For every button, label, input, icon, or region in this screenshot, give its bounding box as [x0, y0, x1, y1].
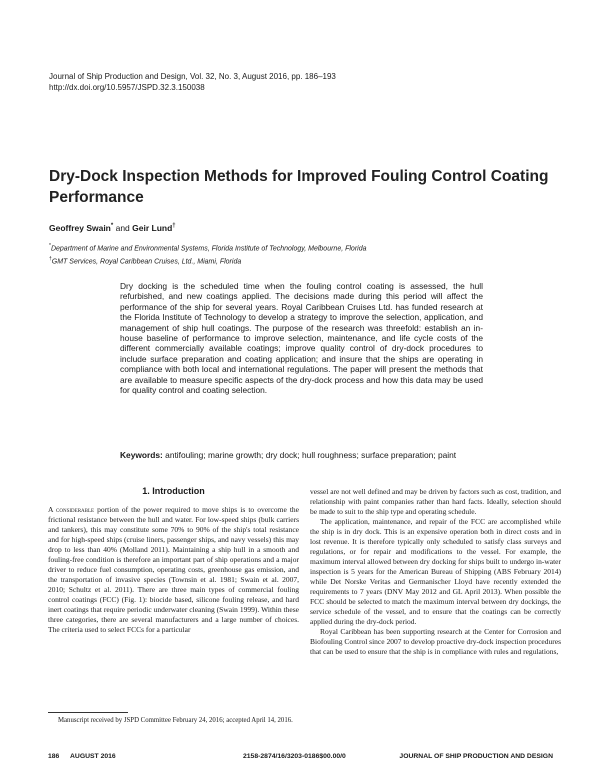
abstract: Dry docking is the scheduled time when the fouling control coating is assessed, the hull refurbished, and new coatings applied. The decisions made during this period will affect the performance of the ship for several years. Royal Caribbean Cruises Ltd. has funded research at the Florida Institute of Technology to develop a strategy to improve the selection, application, and management of ship hull coatings. The purpose of the research was threefold: establish an in-house baseline of performance to improve selection, maintenance, and life cycle costs of the different commercially available coatings; improve quality control of dry-dock procedures to include surface preparation and coating application; and insure that the ships are operating in compliance with both local and international regulations. The paper will present the methods that are available to measure specific aspects of the dry-dock process and how this data may be used for quality control and coating selection.	[120, 281, 483, 396]
body-column-left	[48, 505, 299, 635]
affiliations	[49, 241, 549, 268]
journal-header	[49, 71, 549, 93]
affiliation-mark: †	[172, 223, 176, 230]
issue-date: AUGUST 2016	[70, 753, 116, 760]
body-paragraph: vessel are not well defined and may be driven by factors such as cost, tradition, and relationship with paint companies rather than hard facts. Ideally, selection should be made to suit to the ship type and operating schedule.	[310, 487, 561, 516]
keywords	[120, 450, 483, 460]
affiliation-text: Department of Marine and Environmental Systems, Florida Institute of Technology, Melbourne, Florida	[50, 245, 367, 253]
journal-name: JOURNAL OF SHIP PRODUCTION AND DESIGN	[399, 753, 553, 760]
doi-link[interactable]: http://dx.doi.org/10.5957/JSPD.32.3.150038	[49, 83, 205, 92]
author-list	[49, 223, 176, 233]
body-paragraph	[48, 505, 299, 635]
page-footer	[48, 753, 553, 763]
affiliation-mark: †	[49, 256, 52, 263]
author-name: Geir Lund	[132, 223, 173, 233]
affiliation-line	[49, 254, 549, 267]
section-heading: 1. Introduction	[142, 486, 205, 496]
body-paragraph: The application, maintenance, and repair of the FCC are accomplished while the ship is in dry dock. This is an expensive operation both in direct costs and in lost revenue. It is therefore typically only scheduled to satisfy class surveys and regulations, or for repair and modifications to the vessel. For example, the maximum interval allowed between dry docking for ships built to undergo in-water inspection is 5 years for the American Bureau of Shipping (ABS February 2014) while Det Norske Veritas and Germanischer Lloyd have recently extended the requirements to 7 years (DNV May 2012 and GL April 2013). When possible the FCC should be selected to match the maximum interval between dry dockings, the service schedule of the vessel, and to ensure that the coatings can be correctly applied during the dry-dock period.	[310, 517, 561, 626]
affiliation-mark: *	[49, 243, 51, 249]
author-name: Geoffrey Swain	[49, 223, 111, 233]
affiliation-mark: *	[110, 223, 114, 230]
footnote: Manuscript received by JSPD Committee February 24, 2016; accepted April 14, 2016.	[58, 717, 293, 724]
body-paragraph: Royal Caribbean has been supporting research at the Center for Corrosion and Biofouling Control since 2007 to develop proactive dry-dock inspection procedures that can be used to ensure that the ship is in compliance with rules and regulations,	[310, 627, 561, 656]
journal-citation: Journal of Ship Production and Design, Vol. 32, No. 3, August 2016, pp. 186–193	[49, 72, 336, 81]
author-conjunction: and	[113, 223, 133, 233]
footnote-rule	[48, 712, 128, 713]
keywords-text: antifouling; marine growth; dry dock; hull roughness; surface preparation; paint	[162, 450, 457, 460]
page-number: 186	[48, 753, 60, 760]
body-column-right	[310, 487, 561, 657]
keywords-label: Keywords:	[120, 450, 163, 460]
lead-small-caps: A considerable	[48, 505, 95, 514]
affiliation-line	[49, 241, 549, 254]
affiliation-text: GMT Services, Royal Caribbean Cruises, Ltd., Miami, Florida	[51, 258, 242, 266]
issn-code: 2158-2874/16/3203-0186$00.00/0	[243, 753, 346, 760]
paper-title: Dry-Dock Inspection Methods for Improved Fouling Control Coating Performance	[49, 168, 549, 206]
paragraph-text: portion of the power required to move ships is to overcome the frictional resistance between the hull and water. For low-speed ships (bulk carriers and tankers), this may constitute some 70% to 90% of the ship's total resistance and for high-speed ships (cruise liners, passenger ships, and navy vessels) this may drop to less than 40% (Molland 2011). Maintaining a ship hull in a smooth and fouling-free condition is therefore an important part of ship operations and a major driver to reduce fuel consumption, operating costs, greenhouse gas emission, and the transportation of invasive species (Townsin et al. 1981; Swain et al. 2007, 2010; Schultz et al. 2011). There are three main types of commercial fouling control coatings (FCC) (Fig. 1): biocide based, silicone fouling release, and hard inert coatings that require periodic underwater cleaning (Swain 1999). Within these three categories, there are several manufacturers and a large number of choices. The criteria used to select FCCs for a particular	[48, 505, 299, 634]
